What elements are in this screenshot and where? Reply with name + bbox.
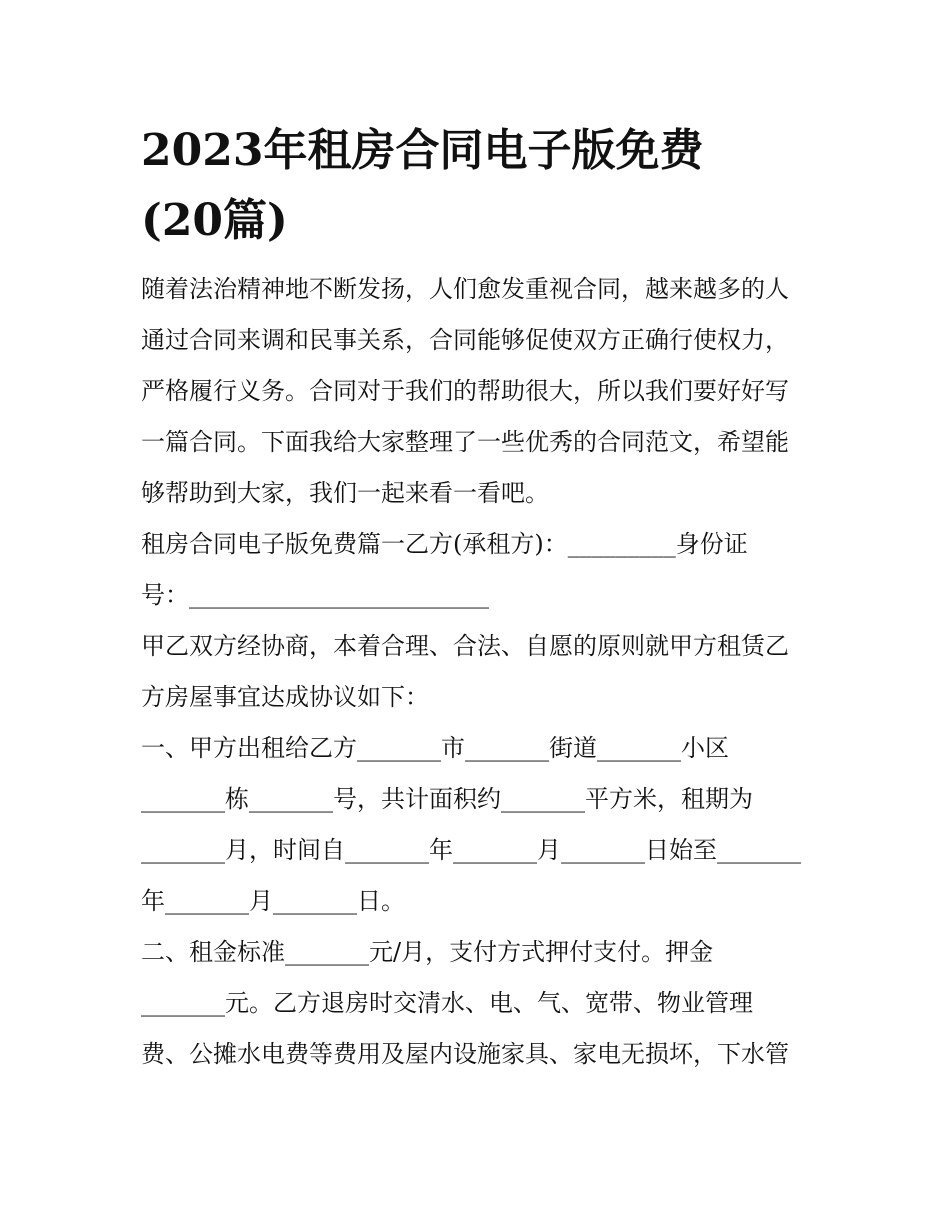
- clause-1-line: 一、甲方出租给乙方_______市_______街道_______小区: [141, 734, 729, 762]
- clause-2-line: 二、租金标准_______元/月，支付方式押付支付。押金: [141, 938, 714, 966]
- clause-2: [141, 927, 816, 1080]
- intro-line: 够帮助到大家，我们一起来看一看吧。: [141, 479, 549, 507]
- section1-heading: [141, 519, 816, 621]
- intro-paragraph: [141, 264, 816, 519]
- clause-2-line: 费、公摊水电费等费用及屋内设施家具、家电无损坏，下水管: [141, 1040, 789, 1068]
- agreement-intro-line: 甲乙双方经协商，本着合理、合法、自愿的原则就甲方租赁乙: [141, 632, 789, 660]
- clause-1-line: _______栋_______号，共计面积约_______平方米，租期为: [141, 785, 753, 813]
- section1-heading-line: 租房合同电子版免费篇一乙方(承租方)：_________身份证: [141, 530, 748, 558]
- clause-1-line: _______月，时间自_______年_______月_______日始至_______: [141, 836, 801, 864]
- intro-line: 通过合同来调和民事关系，合同能够促使双方正确行使权力，: [141, 326, 789, 354]
- intro-line: 一篇合同。下面我给大家整理了一些优秀的合同范文，希望能: [141, 428, 789, 456]
- title-line-1: 2023年租房合同电子版免费: [141, 125, 704, 176]
- document-title: [141, 116, 816, 256]
- section1-heading-line: 号：_________________________: [141, 581, 489, 609]
- document-page: [141, 116, 816, 1080]
- clause-2-line: _______元。乙方退房时交清水、电、气、宽带、物业管理: [141, 989, 753, 1017]
- intro-line: 严格履行义务。合同对于我们的帮助很大，所以我们要好好写: [141, 377, 789, 405]
- title-line-2: (20篇): [141, 195, 288, 246]
- clause-1-line: 年_______月_______日。: [141, 887, 405, 915]
- agreement-intro: [141, 621, 816, 723]
- agreement-intro-line: 方房屋事宜达成协议如下：: [141, 683, 429, 711]
- intro-line: 随着法治精神地不断发扬，人们愈发重视合同，越来越多的人: [141, 275, 789, 303]
- clause-1: [141, 723, 816, 927]
